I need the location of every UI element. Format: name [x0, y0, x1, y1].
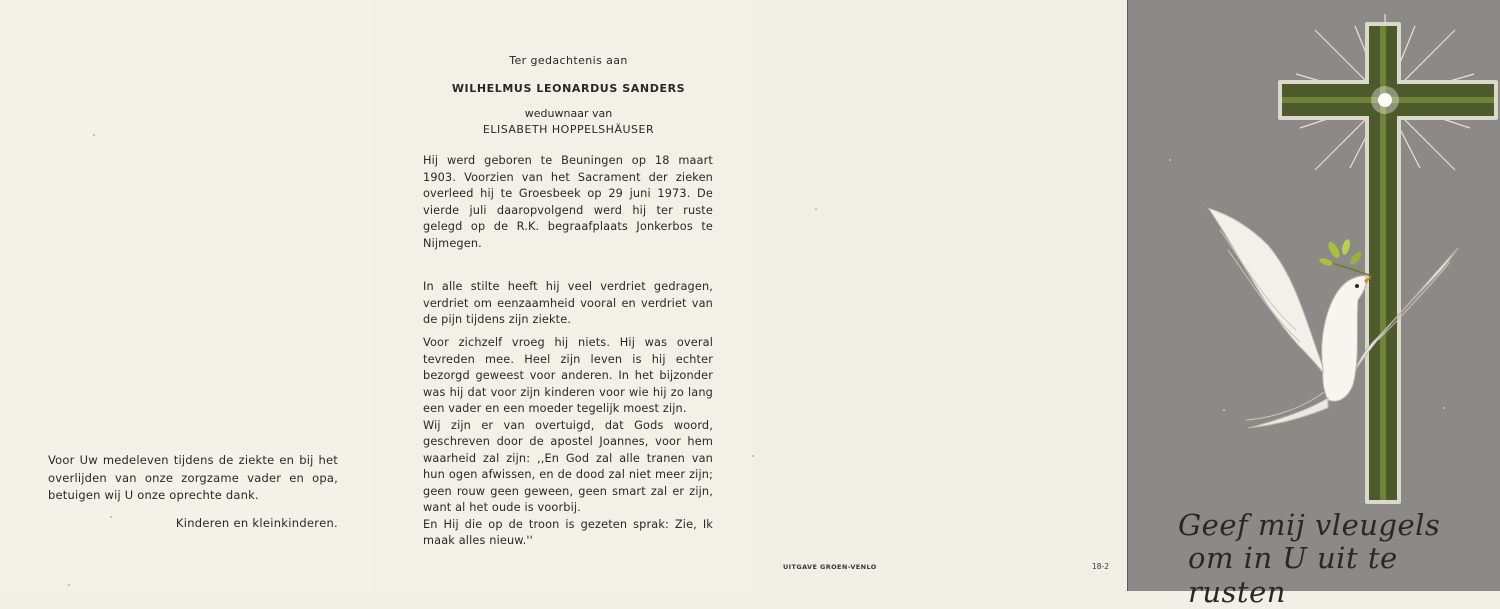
biography-paragraph: Hij werd geboren te Beuningen op 18 maart 1903. Voorzien van het Sacrament der zieken overleed hij te Groesbeek op 29 juni 1973. De vierde juli daaropvolgend werd hij ter ruste gelegd op de R.K. begraafplaats Jonkerbos te Nijmegen. [423, 154, 713, 250]
paper-speck [752, 455, 754, 457]
publisher-imprint: UITGAVE GROEN-VENLO [783, 563, 877, 571]
back-panel [752, 0, 1128, 591]
cover-illustration [1128, 0, 1500, 591]
cover-specks [1169, 159, 1445, 411]
grief-paragraph: In alle stilte heeft hij veel verdriet gedragen, verdriet om eenzaamheid vooral en verdriet van de pijn tijdens zijn ziekte. [423, 280, 713, 326]
memorial-panel [375, 0, 752, 591]
motto-line-2: om in U uit te rusten [1188, 541, 1398, 609]
paper-speck [93, 134, 95, 136]
card-number: 18-2 [1092, 562, 1110, 571]
cover-panel [1128, 0, 1500, 609]
cross-icon [1278, 22, 1498, 504]
deceased-name: WILHELMUS LEONARDUS SANDERS [451, 82, 686, 95]
memory-heading: Ter gedachtenis aan [509, 54, 628, 67]
paper-speck [815, 208, 817, 210]
thanks-signature: Kinderen en kleinkinderen. [175, 516, 338, 530]
motto-line-1: Geef mij vleugels [1178, 508, 1441, 542]
dove-icon [1208, 208, 1458, 428]
thanks-message: Voor Uw medeleven tijdens de ziekte en bij het overlijden van onze zorgzame vader en opa, betuigen wij U onze oprechte dank. [48, 453, 338, 502]
spouse-name: ELISABETH HOPPELSHÄUSER [482, 123, 655, 136]
paper-speck [68, 584, 70, 586]
thanks-panel [0, 0, 375, 591]
tribute-paragraph: Voor zichzelf vroeg hij niets. Hij was overal tevreden mee. Heel zijn leven is hij echter bezorgd geweest voor anderen. In het bijzonder was hij dat voor zijn kinderen voor wie hij zo lang een vader en een moeder tegelijk moest zijn. Wij zijn er van overtuigd, dat Gods woord, geschreven door de apostel Joannes, voor hem waarheid zal zijn: ,,En God zal alle tranen van hun ogen afwissen, en de dood zal niet meer zijn; geen rouw geen geween, geen smart zal er zijn, want al het oude is voorbij. En Hij die op de troon is gezeten sprak: Zie, Ik maak alles nieuw.'' [423, 336, 713, 547]
widower-line: weduwnaar van [524, 107, 613, 120]
olive-branch-icon [1318, 238, 1371, 276]
